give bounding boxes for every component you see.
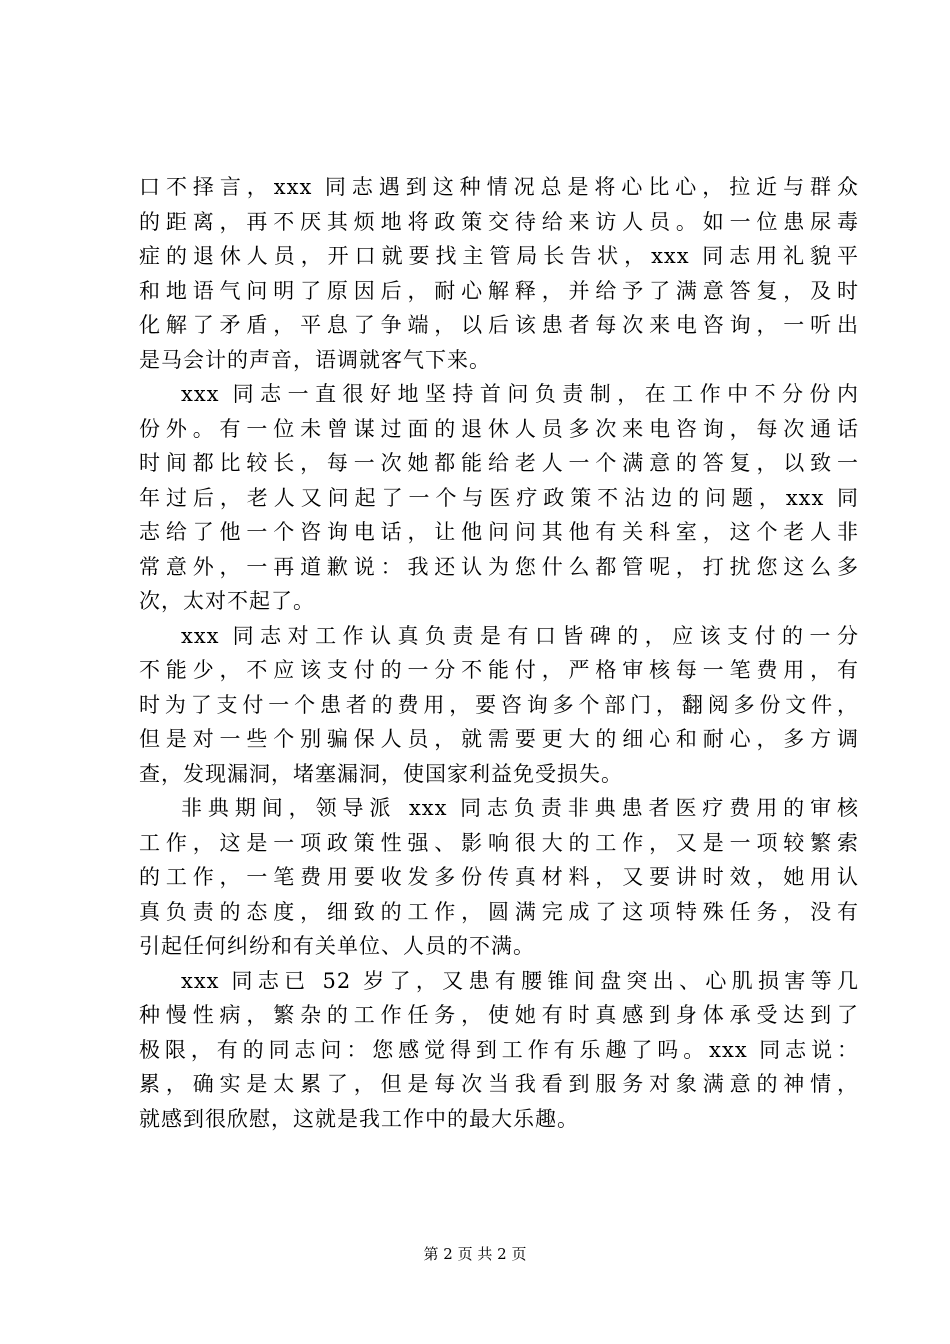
text-line: 非典期间，领导派 xxx 同志负责非典患者医疗费用的审核 <box>181 796 859 820</box>
paragraph <box>139 619 859 792</box>
text-line: 是马会计的声音，语调就客气下来。 <box>139 347 491 372</box>
text-line: 常意外，一再道歉说：我还认为您什么都管呢，打扰您这么多 <box>139 554 859 579</box>
paragraph <box>139 964 859 1137</box>
text-line: 累，确实是太累了，但是每次当我看到服务对象满意的神情， <box>139 1072 859 1096</box>
text-line: 志给了他一个咨询电话，让他问问其他有关科室，这个老人非 <box>139 520 859 544</box>
text-line: 就感到很欣慰，这就是我工作中的最大乐趣。 <box>139 1106 579 1131</box>
paragraph <box>139 791 859 964</box>
text-line: 极限，有的同志问：您感觉得到工作有乐趣了吗。xxx 同志说： <box>139 1037 859 1062</box>
text-line: xxx 同志对工作认真负责是有口皆碑的，应该支付的一分 <box>181 623 859 648</box>
text-line: 的距离，再不厌其烦地将政策交待给来访人员。如一位患尿毒 <box>139 209 859 234</box>
text-line: 工作，这是一项政策性强、影响很大的工作，又是一项较繁索 <box>139 830 859 855</box>
document-body <box>139 170 859 1136</box>
text-line: 但是对一些个别骗保人员，就需要更大的细心和耐心，多方调 <box>139 727 859 751</box>
text-line: xxx 同志一直很好地坚持首问负责制，在工作中不分份内 <box>181 382 859 406</box>
text-line: 次，太对不起了。 <box>139 589 315 613</box>
text-line: xxx 同志已 52 岁了，又患有腰锥间盘突出、心肌损害等几 <box>181 968 859 993</box>
text-line: 引起任何纠纷和有关单位、人员的不满。 <box>139 934 535 958</box>
text-line: 查，发现漏洞，堵塞漏洞，使国家利益免受损失。 <box>139 761 623 786</box>
text-line: 时为了支付一个患者的费用，要咨询多个部门，翻阅多份文件， <box>139 692 859 717</box>
paragraph <box>139 377 859 619</box>
text-line: 不能少，不应该支付的一分不能付，严格审核每一笔费用，有 <box>139 658 859 682</box>
text-line: 份外。有一位未曾谋过面的退休人员多次来电咨询，每次通话 <box>139 416 859 441</box>
text-line: 时间都比较长，每一次她都能给老人一个满意的答复，以致一 <box>139 451 859 475</box>
text-line: 种慢性病，繁杂的工作任务，使她有时真感到身体承受达到了 <box>139 1003 859 1027</box>
text-line: 症的退休人员，开口就要找主管局长告状，xxx 同志用礼貌平 <box>139 244 859 268</box>
text-line: 化解了矛盾，平息了争端，以后该患者每次来电咨询，一听出 <box>139 313 859 337</box>
text-line: 真负责的态度，细致的工作，圆满完成了这项特殊任务，没有 <box>139 899 859 924</box>
paragraph <box>139 170 859 377</box>
page-footer: 第 2 页 共 2 页 <box>423 1245 527 1263</box>
text-line: 年过后，老人又问起了一个与医疗政策不沾边的问题，xxx 同 <box>139 485 859 510</box>
text-line: 口不择言，xxx 同志遇到这种情况总是将心比心，拉近与群众 <box>139 175 859 199</box>
text-line: 和地语气问明了原因后，耐心解释，并给予了满意答复，及时 <box>139 278 859 303</box>
text-line: 的工作，一笔费用要收发多份传真材料，又要讲时效，她用认 <box>139 865 859 889</box>
